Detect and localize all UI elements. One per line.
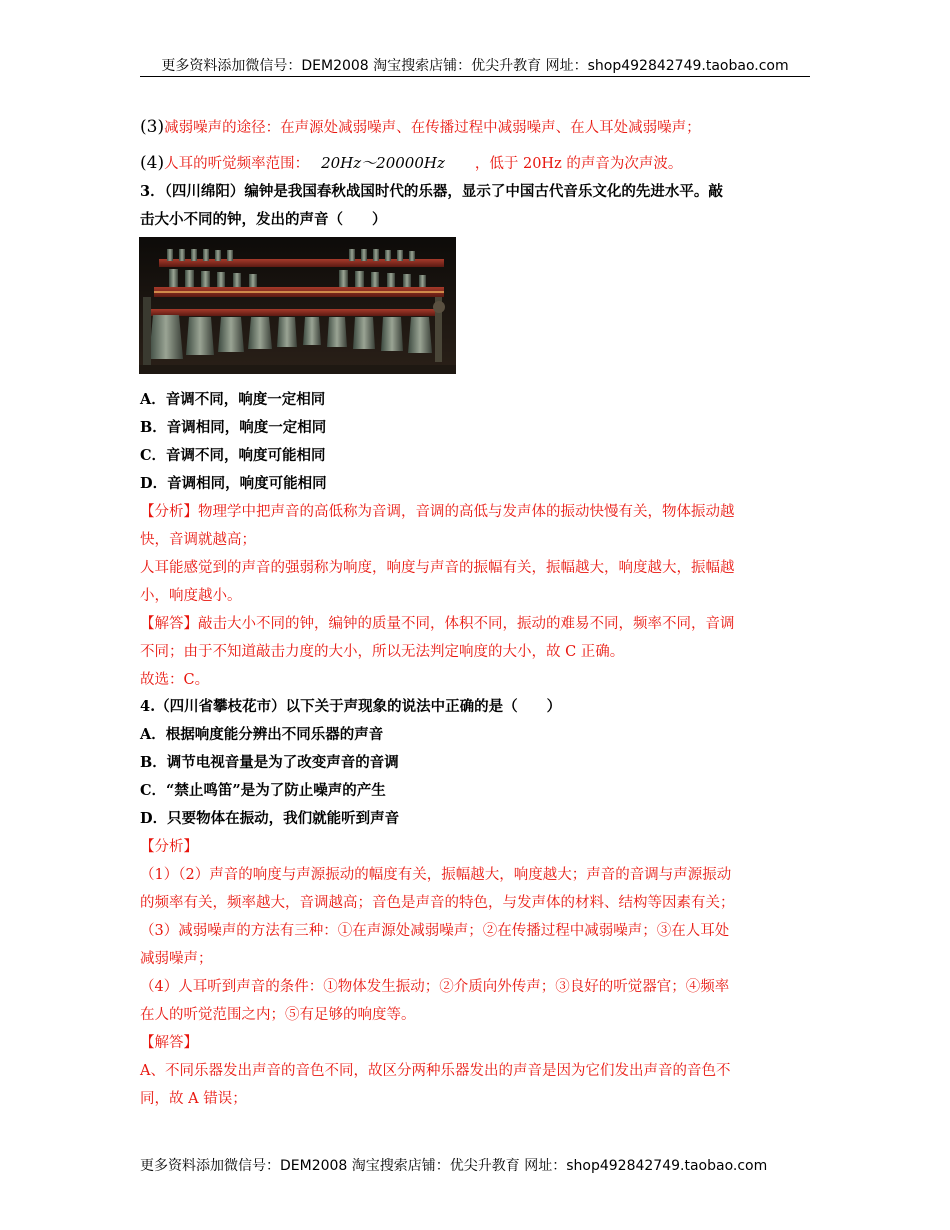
intro-text-3: 减弱噪声的途径：在声源处减弱噪声、在传播过程中减弱噪声、在人耳处减弱噪声；: [164, 120, 701, 136]
intro-tail-4: ，低于 20Hz 的声音为次声波。: [474, 156, 683, 172]
q4-answer-line1: A、不同乐器发出声音的音色不同，故区分两种乐器发出的声音是因为它们发出声音的音色不: [140, 1063, 731, 1079]
q3-analysis-line2: 快，音调就越高；: [140, 532, 256, 548]
q4-analysis-line2: 的频率有关，频率越大，音调越高；音色是声音的特色，与发声体的材料、结构等因素有关；: [140, 895, 735, 911]
q3-analysis-line4: 小，响度越小。: [140, 588, 242, 604]
header-divider: [140, 76, 810, 77]
q4-option-d: D．只要物体在振动，我们就能听到声音: [140, 810, 400, 827]
q3-choice: 故选：C。: [140, 672, 210, 688]
q4-stem: 4.（四川省攀枝花市）以下关于声现象的说法中正确的是（ ）: [140, 698, 562, 715]
q3-analysis-line3: 人耳能感觉到的声音的强弱称为响度，响度与声音的振幅有关，振幅越大，响度越大，振幅越: [140, 560, 735, 576]
q3-option-d: D．音调相同，响度可能相同: [140, 475, 327, 492]
frequency-formula: 20Hz～20000Hz: [321, 154, 445, 172]
intro-line-3: [140, 116, 810, 139]
q3-option-b: B．音调相同，响度一定相同: [140, 419, 327, 436]
item-number: (4): [140, 153, 165, 173]
answer-label: 【解答】: [140, 616, 198, 632]
intro-line-4: [140, 152, 810, 175]
q3-stem-line1: 3．（四川绵阳）编钟是我国春秋战国时代的乐器，显示了中国古代音乐文化的先进水平。敲: [140, 183, 723, 200]
analysis-text: 物理学中把声音的高低称为音调，音调的高低与发声体的振动快慢有关，物体振动越: [198, 504, 735, 520]
q4-analysis-label: 【分析】: [140, 839, 198, 855]
q3-analysis-line1: [140, 501, 810, 523]
q4-answer-line2: 同，故 A 错误；: [140, 1091, 247, 1107]
q3-option-a: A．音调不同，响度一定相同: [140, 391, 326, 408]
q4-analysis-line4: 减弱噪声；: [140, 951, 213, 967]
q3-option-c: C．音调不同，响度可能相同: [140, 447, 326, 464]
page-header: 更多资料添加微信号：DEM2008 淘宝搜索店铺：优尖升教育 网址：shop492842749.taobao.com: [161, 58, 789, 74]
q4-analysis-line3: （3）减弱噪声的方法有三种：①在声源处减弱噪声；②在传播过程中减弱噪声；③在人耳处: [140, 923, 730, 939]
q3-answer-line2: 不同；由于不知道敲击力度的大小，所以无法判定响度的大小，故 C 正确。: [140, 644, 625, 660]
q4-option-b: B．调节电视音量是为了改变声音的音调: [140, 754, 399, 771]
answer-text: 敲击大小不同的钟，编钟的质量不同，体积不同，振动的难易不同，频率不同，音调: [198, 616, 735, 632]
bianzhong-bells-photo: [139, 237, 456, 374]
q4-analysis-line6: 在人的听觉范围之内；⑤有足够的响度等。: [140, 1007, 416, 1023]
q4-option-c: C．“禁止鸣笛”是为了防止噪声的产生: [140, 782, 386, 799]
q4-option-a: A．根据响度能分辨出不同乐器的声音: [140, 726, 384, 743]
page-footer: 更多资料添加微信号：DEM2008 淘宝搜索店铺：优尖升教育 网址：shop492842749.taobao.com: [140, 1158, 768, 1174]
q4-analysis-line5: （4）人耳听到声音的条件：①物体发生振动；②介质向外传声；③良好的听觉器官；④频率: [140, 979, 730, 995]
intro-text-4: 人耳的听觉频率范围：: [164, 156, 310, 172]
q3-stem-line2: 击大小不同的钟，发出的声音（ ）: [140, 211, 387, 228]
q4-answer-label: 【解答】: [140, 1035, 198, 1051]
analysis-label: 【分析】: [140, 504, 198, 520]
item-number: (3): [140, 117, 165, 137]
q3-answer-line1: [140, 613, 810, 635]
q4-analysis-line1: （1）（2）声音的响度与声源振动的幅度有关，振幅越大，响度越大；声音的音调与声源振动: [140, 867, 732, 883]
